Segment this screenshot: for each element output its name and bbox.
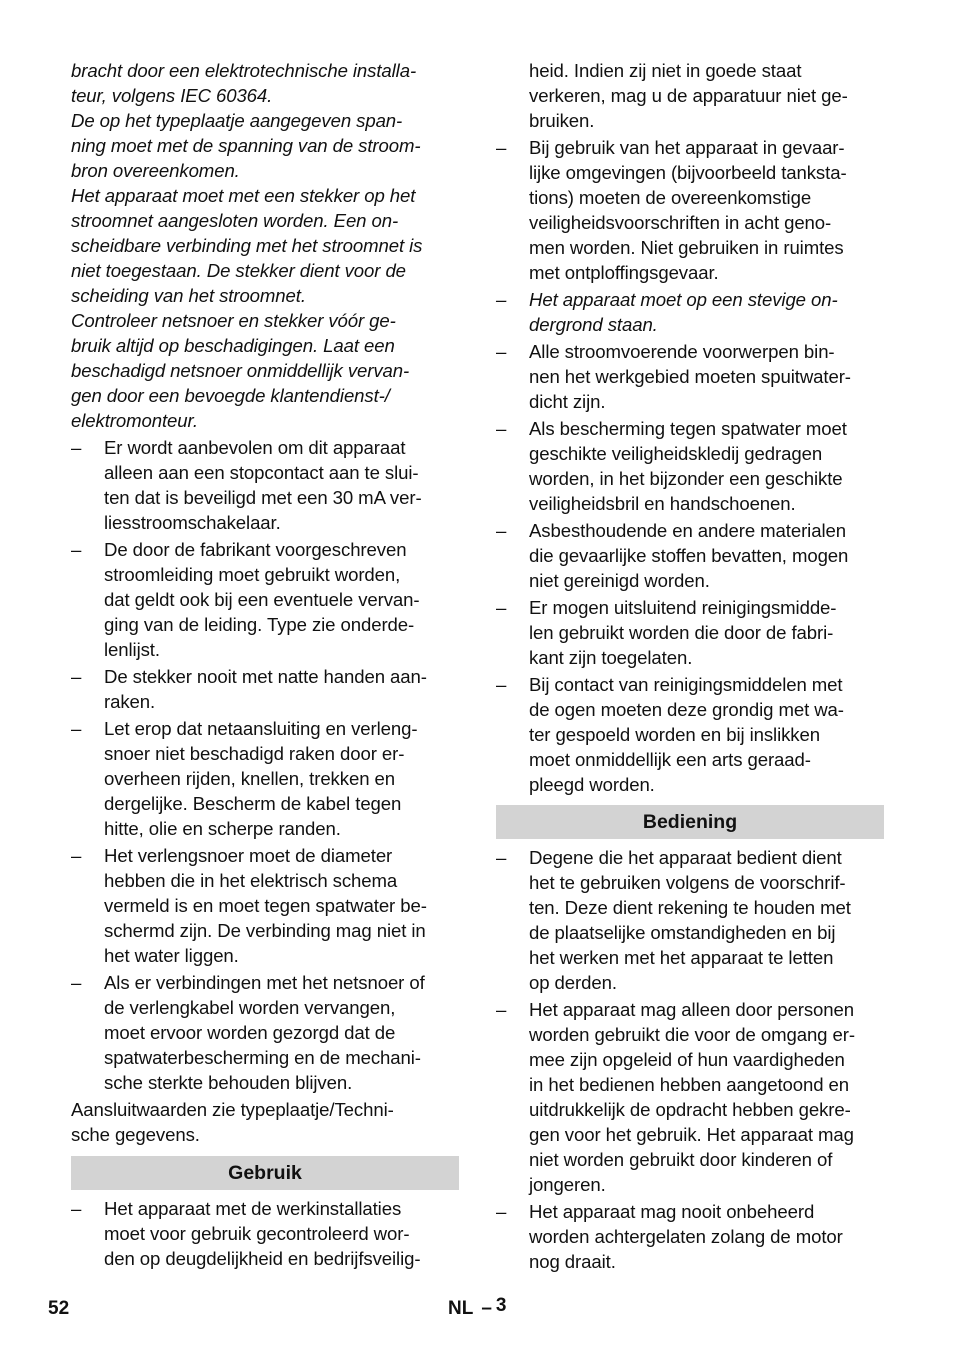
language-code: NL [448, 1298, 474, 1319]
text-line: bracht door een elektrotechnische installa- [71, 60, 417, 81]
text-line: teur, volgens IEC 60364. [71, 85, 273, 106]
text-line: ning moet met de spanning van de stroom- [71, 135, 421, 156]
text-line: niet toegestaan. De stekker dient voor de [71, 260, 406, 281]
text-line: uitdrukkelijk de opdracht hebben gekre- [529, 1099, 851, 1120]
text-line: moet ervoor worden gezorgd dat de [104, 1022, 396, 1043]
right-column [496, 58, 884, 1274]
text-line: niet worden gebruikt door kinderen of [529, 1149, 833, 1170]
text-line: dicht zijn. [529, 391, 606, 412]
text-line: schermd zijn. De verbinding mag niet in [104, 920, 426, 941]
list-item [496, 518, 884, 593]
text-line: Het verlengsnoer moet de diameter [104, 845, 393, 866]
text-line: liesstroomschakelaar. [104, 512, 281, 533]
text-line: die gevaarlijke stoffen bevatten, mogen [529, 545, 849, 566]
bullet-dash: – [71, 845, 82, 866]
text-line: ging van de leiding. Type zie onderde- [104, 614, 415, 635]
text-line: het water liggen. [104, 945, 239, 966]
text-line: veiligheidsbril en handschoenen. [529, 493, 796, 514]
text-line: ten dat is beveiligd met een 30 mA ver- [104, 487, 422, 508]
text-line: Er wordt aanbevolen om dit apparaat [104, 437, 406, 458]
text-line: Let erop dat netaansluiting en verleng- [104, 718, 418, 739]
list-item [71, 1196, 459, 1271]
text-line: lijke omgevingen (bijvoorbeeld tanksta- [529, 162, 847, 183]
text-line: gen voor het gebruik. Het apparaat mag [529, 1124, 854, 1145]
text-line: op derden. [529, 972, 617, 993]
text-line: verkeren, mag u de apparatuur niet ge- [529, 85, 848, 106]
text-line: Alle stroomvoerende voorwerpen bin- [529, 341, 835, 362]
text-line: Bij gebruik van het apparaat in gevaar- [529, 137, 845, 158]
list-item [496, 135, 884, 285]
text-line: stroomnet aangesloten worden. Een on- [71, 210, 399, 231]
list-item [71, 537, 459, 662]
text-line: De stekker nooit met natte handen aan- [104, 666, 427, 687]
list-item [71, 843, 459, 968]
text-line: worden achtergelaten zolang de motor [529, 1226, 843, 1247]
text-line: Het apparaat moet met een stekker op het [71, 185, 416, 206]
text-line: len gebruikt worden die door de fabri- [529, 622, 834, 643]
bullet-dash: – [71, 1198, 82, 1219]
text-line: raken. [104, 691, 156, 712]
text-line: ten. Deze dient rekening te houden met [529, 897, 851, 918]
text-line: elektromonteur. [71, 410, 198, 431]
page-number: 52 [48, 1298, 70, 1319]
text-line: geschikte veiligheidskledij gedragen [529, 443, 823, 464]
bullet-dash: – [71, 437, 82, 458]
text-line: pleegd worden. [529, 774, 655, 795]
text-line: Het apparaat mag alleen door personen [529, 999, 855, 1020]
text-line: vermeld is en moet tegen spatwater be- [104, 895, 427, 916]
text-line: bron overeenkomen. [71, 160, 240, 181]
bullet-dash: – [496, 847, 507, 868]
bullet-dash: – [496, 674, 507, 695]
bullet-dash: – [71, 718, 82, 739]
text-line: den op deugdelijkheid en bedrijfsveilig- [104, 1248, 421, 1269]
text-line: lenlijst. [104, 639, 160, 660]
text-line: met ontploffingsgevaar. [529, 262, 719, 283]
text-line: Het apparaat met de werkinstallaties [104, 1198, 402, 1219]
text-line: bruiken. [529, 110, 595, 131]
text-line: dat geldt ook bij een eventuele vervan- [104, 589, 420, 610]
bullet-dash: – [496, 520, 507, 541]
text-line: Asbesthoudende en andere materialen [529, 520, 846, 541]
text-line: dergelijke. Bescherm de kabel tegen [104, 793, 402, 814]
text-line: Bij contact van reinigingsmiddelen met [529, 674, 843, 695]
text-line: snoer niet beschadigd raken door er- [104, 743, 405, 764]
text-line: moet onmiddellijk een arts geraad- [529, 749, 811, 770]
list-item [496, 339, 884, 414]
text-line: de verlengkabel worden vervangen, [104, 997, 396, 1018]
text-line: stroomleiding moet gebruikt worden, [104, 564, 401, 585]
text-line: de ogen moeten deze grondig met wa- [529, 699, 844, 720]
closing-paragraph [71, 1097, 459, 1147]
list-item [496, 595, 884, 670]
list-item [496, 997, 884, 1197]
bullet-dash: – [496, 418, 507, 439]
text-line: jongeren. [529, 1174, 606, 1195]
text-line: hebben die in het elektrisch schema [104, 870, 398, 891]
section-heading-gebruik: Gebruik [71, 1156, 459, 1190]
text-line: ter gespoeld worden en bij inslikken [529, 724, 820, 745]
bullet-dash: – [496, 341, 507, 362]
footer-dash: – [481, 1298, 492, 1319]
text-line: Als bescherming tegen spatwater moet [529, 418, 847, 439]
text-line: nog draait. [529, 1251, 616, 1272]
text-line: Degene die het apparaat bedient dient [529, 847, 842, 868]
list-item [71, 716, 459, 841]
text-line: bruik altijd op beschadigingen. Laat een [71, 335, 395, 356]
list-item [71, 435, 459, 535]
list-item [496, 1199, 884, 1274]
list-item [496, 416, 884, 516]
list-item [71, 664, 459, 714]
text-line: Het apparaat mag nooit onbeheerd [529, 1201, 815, 1222]
text-line: kant zijn toegelaten. [529, 647, 693, 668]
text-line: in het bedienen hebben aangetoond en [529, 1074, 850, 1095]
text-line: spatwaterbescherming en de mechani- [104, 1047, 421, 1068]
text-line: nen het werkgebied moeten spuitwater- [529, 366, 851, 387]
left-column [71, 58, 459, 1271]
bullet-dash: – [71, 539, 82, 560]
text-line: worden, in het bijzonder een geschikte [529, 468, 843, 489]
list-item-italic [496, 287, 884, 337]
bullet-dash: – [496, 137, 507, 158]
text-line: scheiding van het stroomnet. [71, 285, 306, 306]
bullet-dash: – [71, 972, 82, 993]
text-line: men worden. Niet gebruiken in ruimtes [529, 237, 844, 258]
text-line: De op het typeplaatje aangegeven span- [71, 110, 403, 131]
text-line: tions) moeten de overeenkomstige [529, 187, 812, 208]
text-line: het werken met het apparaat te letten [529, 947, 834, 968]
text-line: alleen aan een stopcontact aan te slui- [104, 462, 419, 483]
text-line: sche sterkte behouden blijven. [104, 1072, 353, 1093]
list-item [496, 672, 884, 797]
text-line: niet gereinigd worden. [529, 570, 710, 591]
text-line: worden gebruikt die voor de omgang er- [529, 1024, 855, 1045]
bullet-dash: – [496, 289, 507, 310]
text-line: moet voor gebruik gecontroleerd wor- [104, 1223, 410, 1244]
text-line: scheidbare verbinding met het stroomnet is [71, 235, 423, 256]
text-line: dergrond staan. [529, 314, 658, 335]
text-line: De door de fabrikant voorgeschreven [104, 539, 407, 560]
list-item [71, 970, 459, 1095]
text-line: Aansluitwaarden zie typeplaatje/Techni- [71, 1099, 394, 1120]
page-footer-section [448, 1295, 507, 1320]
text-line: veiligheidsvoorschriften in acht geno- [529, 212, 832, 233]
bullet-dash: – [496, 999, 507, 1020]
text-line: beschadigd netsnoer onmiddellijk vervan- [71, 360, 410, 381]
text-line: gen door een bevoegde klantendienst-/ [71, 385, 390, 406]
text-line: het te gebruiken volgens de voorschrif- [529, 872, 846, 893]
bullet-dash: – [496, 1201, 507, 1222]
section-heading-bediening: Bediening [496, 805, 884, 839]
list-item-continuation [496, 58, 884, 133]
bullet-dash: – [71, 666, 82, 687]
list-item [496, 845, 884, 995]
text-line: Als er verbindingen met het netsnoer of [104, 972, 425, 993]
text-line: sche gegevens. [71, 1124, 200, 1145]
text-line: mee zijn opgeleid of hun vaardigheden [529, 1049, 845, 1070]
text-line: Het apparaat moet op een stevige on- [529, 289, 838, 310]
text-line: de plaatselijke omstandigheden en bij [529, 922, 836, 943]
section-page-number: 3 [495, 1295, 507, 1316]
text-line: hitte, olie en scherpe randen. [104, 818, 341, 839]
text-line: overheen rijden, knellen, trekken en [104, 768, 395, 789]
text-line: heid. Indien zij niet in goede staat [529, 60, 802, 81]
text-line: Controleer netsnoer en stekker vóór ge- [71, 310, 396, 331]
text-line: Er mogen uitsluitend reinigingsmidde- [529, 597, 837, 618]
intro-italic-paragraph [71, 58, 459, 433]
bullet-dash: – [496, 597, 507, 618]
